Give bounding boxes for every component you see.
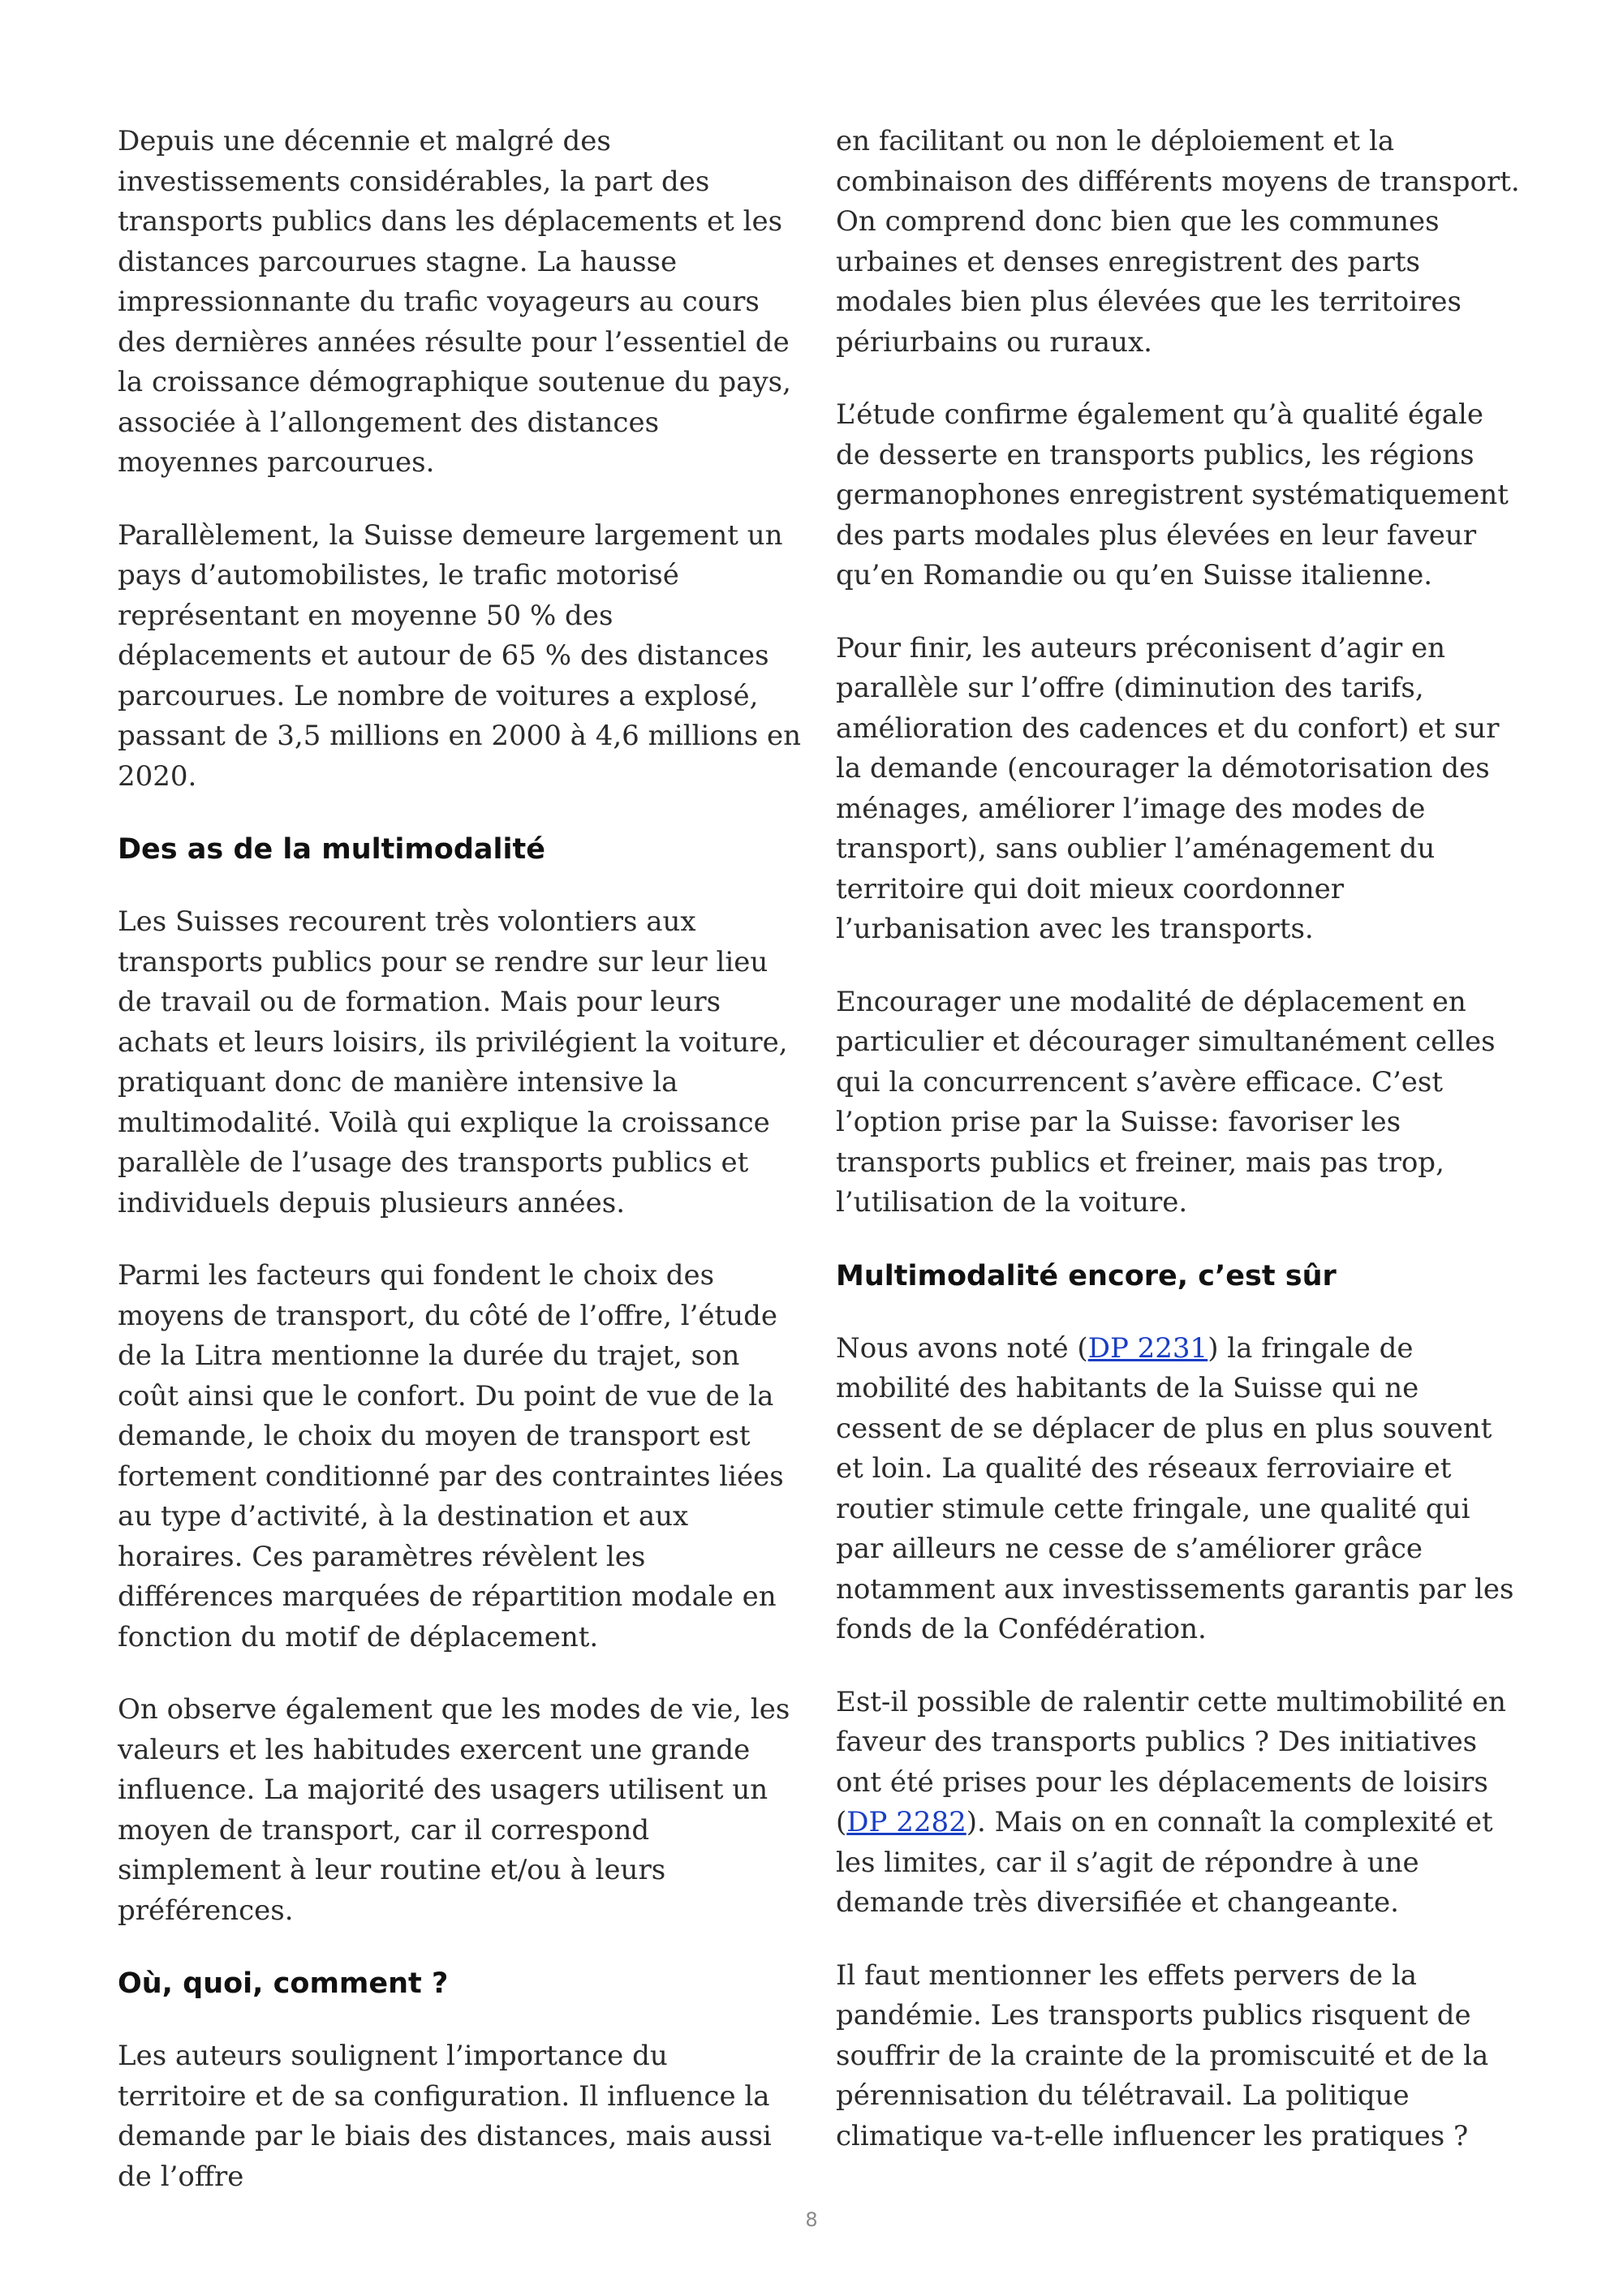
paragraph-with-link xyxy=(836,1683,1522,1924)
paragraph: Parallèlement, la Suisse demeure largement un pays d’automobilistes, le trafic motorisé représentant en moyenne 50 % des déplacements et autour de 65 % des distances parcourues. Le nombre de voitures a explosé, passant de 3,5 millions en 2000 à 4,6 millions en 2020. xyxy=(118,518,801,793)
paragraph: Les auteurs soulignent l’importance du territoire et de sa configuration. Il influence la demande par le biais des distances, mais aussi de l’offre xyxy=(118,2040,772,2193)
section-heading: Multimodalité encore, c’est sûr xyxy=(836,1259,1337,1292)
text-run: Nous avons noté ( xyxy=(836,1331,1088,1365)
paragraph-with-link xyxy=(836,1329,1522,1650)
paragraph: Encourager une modalité de déplacement en particulier et décourager simultanément celles qui la concurrencent s’avère efficace. C’est l’option prise par la Suisse: favoriser les transports publics et freiner, mais pas trop, l’utilisation de la voiture. xyxy=(836,985,1496,1219)
page-number: 8 xyxy=(805,2208,818,2231)
paragraph: L’étude confirme également qu’à qualité égale de desserte en transports publics, les régions germanophones enregistrent systématiquement des parts modales plus élevées en leur faveur qu’en Romandie ou qu’en Suisse italienne. xyxy=(836,398,1509,591)
left-column xyxy=(118,122,803,2229)
paragraph: Pour finir, les auteurs préconisent d’agir en parallèle sur l’offre (diminution des tarifs, amélioration des cadences et du confort) et sur la demande (encourager la démotorisation des ménages, améliorer l’image des modes de transport), sans oublier l’aménagement du territoire qui doit mieux coordonner l’urbanisation avec les transports. xyxy=(836,631,1500,945)
dp-2231-link[interactable]: DP 2231 xyxy=(1087,1331,1208,1365)
paragraph: On observe également que les modes de vie, les valeurs et les habitudes exercent une grande influence. La majorité des usagers utilisent un moyen de transport, car il correspond simplement à leur routine et/ou à leurs préférences. xyxy=(118,1693,790,1927)
dp-2282-link[interactable]: DP 2282 xyxy=(846,1806,966,1838)
text-run: ) la fringale de mobilité des habitants de la Suisse qui ne cessent de se déplacer de plus en plus souvent et loin. La qualité des réseaux ferroviaire et routier stimule cette fringale, une qualité qui par ailleurs ne cesse de s’améliorer grâce notamment aux investissements garantis par les fonds de la Confédération. xyxy=(836,1331,1514,1645)
text-run: Est-il possible de ralentir cette multimobilité en faveur des transports publics ? Des initiatives ont été prises pour les déplacements de loisirs ( xyxy=(836,1685,1506,1838)
section-heading: Où, quoi, comment ? xyxy=(118,1967,449,2000)
section-heading: Des as de la multimodalité xyxy=(118,833,545,866)
right-column xyxy=(836,122,1522,2189)
paragraph: Il faut mentionner les effets pervers de la pandémie. Les transports publics risquent de souffrir de la crainte de la promiscuité et de la pérennisation du télétravail. La politique climatique va-t-elle influencer les pratiques ? xyxy=(836,1958,1489,2152)
paragraph: Depuis une décennie et malgré des investissements considérables, la part des transports publics dans les déplacements et les distances parcourues stagne. La hausse impressionnante du trafic voyageurs au cours des dernières années résulte pour l’essentiel de la croissance démographique soutenue du pays, associée à l’allongement des distances moyennes parcourues. xyxy=(118,125,791,479)
text-run: ). Mais on en connaît la complexité et les limites, car il s’agit de répondre à une demande très diversifiée et changeante. xyxy=(836,1806,1493,1919)
paragraph: Les Suisses recourent très volontiers aux transports publics pour se rendre sur leur lieu de travail ou de formation. Mais pour leurs achats et leurs loisirs, ils privilégient la voiture, pratiquant donc de manière intensive la multimodalité. Voilà qui explique la croissance parallèle de l’usage des transports publics et individuels depuis plusieurs années. xyxy=(118,905,788,1219)
paragraph: en facilitant ou non le déploiement et la combinaison des différents moyens de transport. On comprend donc bien que les communes urbaines et denses enregistrent des parts modales bien plus élevées que les territoires périurbains ou ruraux. xyxy=(836,125,1520,359)
paragraph: Parmi les facteurs qui fondent le choix des moyens de transport, du côté de l’offre, l’étude de la Litra mentionne la durée du trajet, son coût ainsi que le confort. Du point de vue de la demande, le choix du moyen de transport est fortement conditionné par des contraintes liées au type d’activité, à la destination et aux horaires. Ces paramètres révèlent les différences marquées de répartition modale en fonction du motif de déplacement. xyxy=(118,1259,784,1653)
